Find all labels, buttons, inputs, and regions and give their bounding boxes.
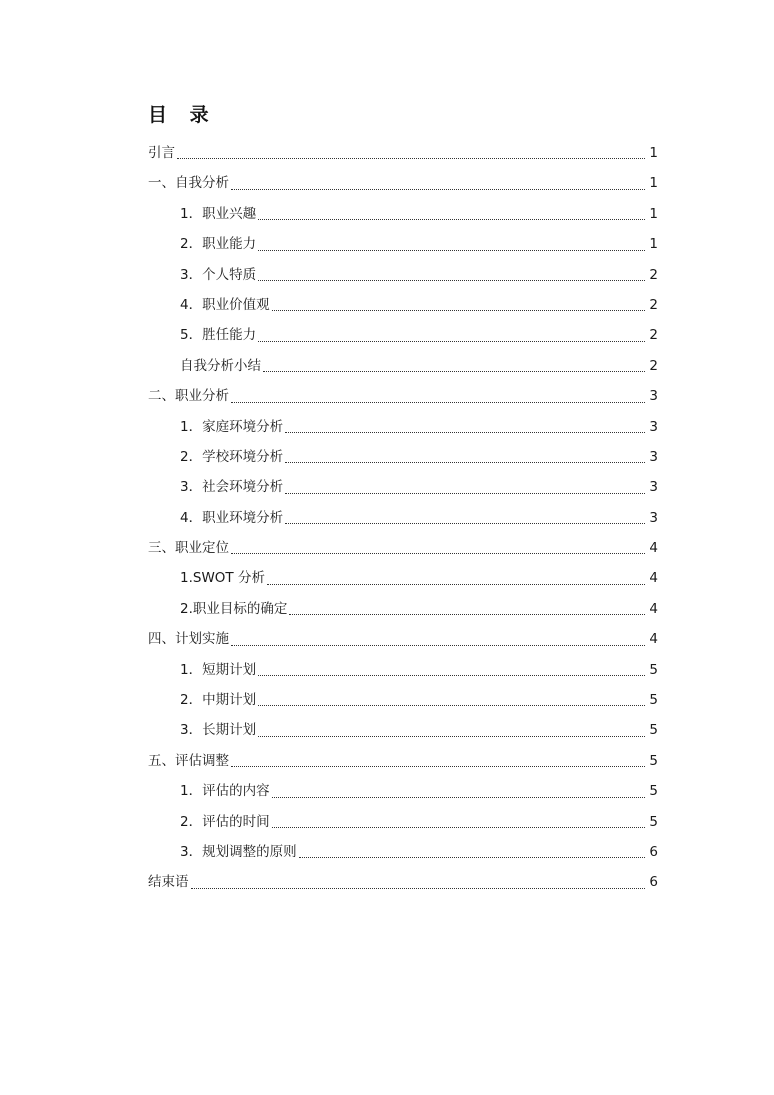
dot-leader: [258, 735, 645, 737]
toc-entry[interactable]: [148, 715, 658, 745]
dot-leader: [231, 188, 645, 190]
dot-leader: [258, 218, 645, 220]
dot-leader: [285, 522, 645, 524]
toc-entry-page: 5: [649, 661, 658, 678]
dot-leader: [299, 856, 646, 858]
dot-leader: [285, 431, 645, 433]
toc-entry[interactable]: [148, 412, 658, 442]
dot-leader: [258, 279, 645, 281]
dot-leader: [285, 492, 645, 494]
toc-entry[interactable]: [148, 442, 658, 472]
toc-entry-label: 1．家庭环境分析: [180, 418, 284, 435]
toc-entry-page: 3: [649, 418, 658, 435]
toc-entry-page: 4: [649, 631, 658, 648]
toc-entry-page: 3: [649, 509, 658, 526]
toc-entry[interactable]: [148, 290, 658, 320]
dot-leader: [191, 887, 646, 889]
toc-entry-label: 3．规划调整的原则: [180, 843, 297, 860]
toc-entry-label: 3．社会环境分析: [180, 479, 284, 496]
toc-entry-page: 5: [649, 692, 658, 709]
toc-entry[interactable]: [148, 199, 658, 229]
toc-entry[interactable]: [148, 229, 658, 259]
toc-entry-label: 4．职业价值观: [180, 296, 270, 313]
toc-entry-label: 二、职业分析: [148, 388, 229, 405]
toc-entry[interactable]: [148, 472, 658, 502]
dot-leader: [258, 340, 645, 342]
toc-entry-label: 3．个人特质: [180, 266, 257, 283]
toc-entry-label: 2.职业目标的确定: [180, 600, 288, 617]
toc-entry[interactable]: [148, 837, 658, 867]
toc-entry[interactable]: [148, 168, 658, 198]
dot-leader: [258, 674, 645, 676]
toc-entry[interactable]: [148, 867, 658, 897]
toc-entry[interactable]: [148, 260, 658, 290]
toc-entry-label: 五、评估调整: [148, 752, 229, 769]
toc-entry[interactable]: [148, 138, 658, 168]
toc-entry-page: 1: [649, 175, 658, 192]
dot-leader: [231, 552, 645, 554]
toc-entry-page: 5: [649, 752, 658, 769]
toc-entry-page: 2: [649, 296, 658, 313]
toc-title: 目 录: [148, 104, 217, 126]
toc-entry-page: 5: [649, 722, 658, 739]
toc-entry-page: 3: [649, 479, 658, 496]
toc-entry-label: 4．职业环境分析: [180, 509, 284, 526]
toc-entry[interactable]: [148, 624, 658, 654]
toc-entry[interactable]: [148, 381, 658, 411]
toc-entry-label: 一、自我分析: [148, 175, 229, 192]
toc-entry-page: 4: [649, 540, 658, 557]
toc-entry[interactable]: [148, 563, 658, 593]
toc-entry[interactable]: [148, 776, 658, 806]
toc-entry-page: 2: [649, 357, 658, 374]
toc-entry-label: 1．评估的内容: [180, 783, 270, 800]
toc-entry-label: 2．评估的时间: [180, 813, 270, 830]
toc-entry-page: 1: [649, 236, 658, 253]
toc-entry[interactable]: [148, 533, 658, 563]
toc-entry[interactable]: [148, 503, 658, 533]
dot-leader: [231, 765, 645, 767]
toc-entry-label: 三、职业定位: [148, 540, 229, 557]
toc-entry[interactable]: [148, 685, 658, 715]
dot-leader: [231, 401, 645, 403]
dot-leader: [272, 309, 646, 311]
toc-entry-page: 4: [649, 600, 658, 617]
toc-entry-page: 5: [649, 813, 658, 830]
toc-entry-label: 2．职业能力: [180, 236, 257, 253]
dot-leader: [285, 461, 645, 463]
dot-leader: [177, 157, 645, 159]
toc-entry-label: 5．胜任能力: [180, 327, 257, 344]
toc-entry[interactable]: [148, 655, 658, 685]
dot-leader: [272, 796, 646, 798]
dot-leader: [289, 613, 645, 615]
dot-leader: [272, 826, 646, 828]
toc-entry-label: 引言: [148, 144, 175, 161]
toc-entry-label: 自我分析小结: [180, 357, 261, 374]
dot-leader: [267, 583, 645, 585]
toc-entry-label: 结束语: [148, 874, 189, 891]
dot-leader: [258, 249, 645, 251]
toc-entry[interactable]: [148, 320, 658, 350]
toc-entry-label: 1.SWOT 分析: [180, 570, 265, 587]
toc-entry-page: 2: [649, 266, 658, 283]
toc-entry-label: 3．长期计划: [180, 722, 257, 739]
toc-entry-page: 3: [649, 448, 658, 465]
toc-entry-page: 6: [649, 843, 658, 860]
toc-entry-page: 5: [649, 783, 658, 800]
toc-entry-page: 4: [649, 570, 658, 587]
toc-entry[interactable]: [148, 746, 658, 776]
toc-entry-page: 6: [649, 874, 658, 891]
toc-entry[interactable]: [148, 351, 658, 381]
dot-leader: [258, 704, 645, 706]
dot-leader: [231, 644, 645, 646]
toc-entry-label: 2．学校环境分析: [180, 448, 284, 465]
toc-entry-label: 四、计划实施: [148, 631, 229, 648]
toc-entry-label: 2．中期计划: [180, 692, 257, 709]
dot-leader: [263, 370, 645, 372]
toc-entry-label: 1．职业兴趣: [180, 205, 257, 222]
toc-list: [148, 138, 658, 898]
toc-entry-page: 1: [649, 205, 658, 222]
toc-entry-page: 2: [649, 327, 658, 344]
toc-entry-label: 1．短期计划: [180, 661, 257, 678]
toc-entry[interactable]: [148, 807, 658, 837]
toc-entry-page: 3: [649, 388, 658, 405]
toc-entry[interactable]: [148, 594, 658, 624]
toc-entry-page: 1: [649, 144, 658, 161]
